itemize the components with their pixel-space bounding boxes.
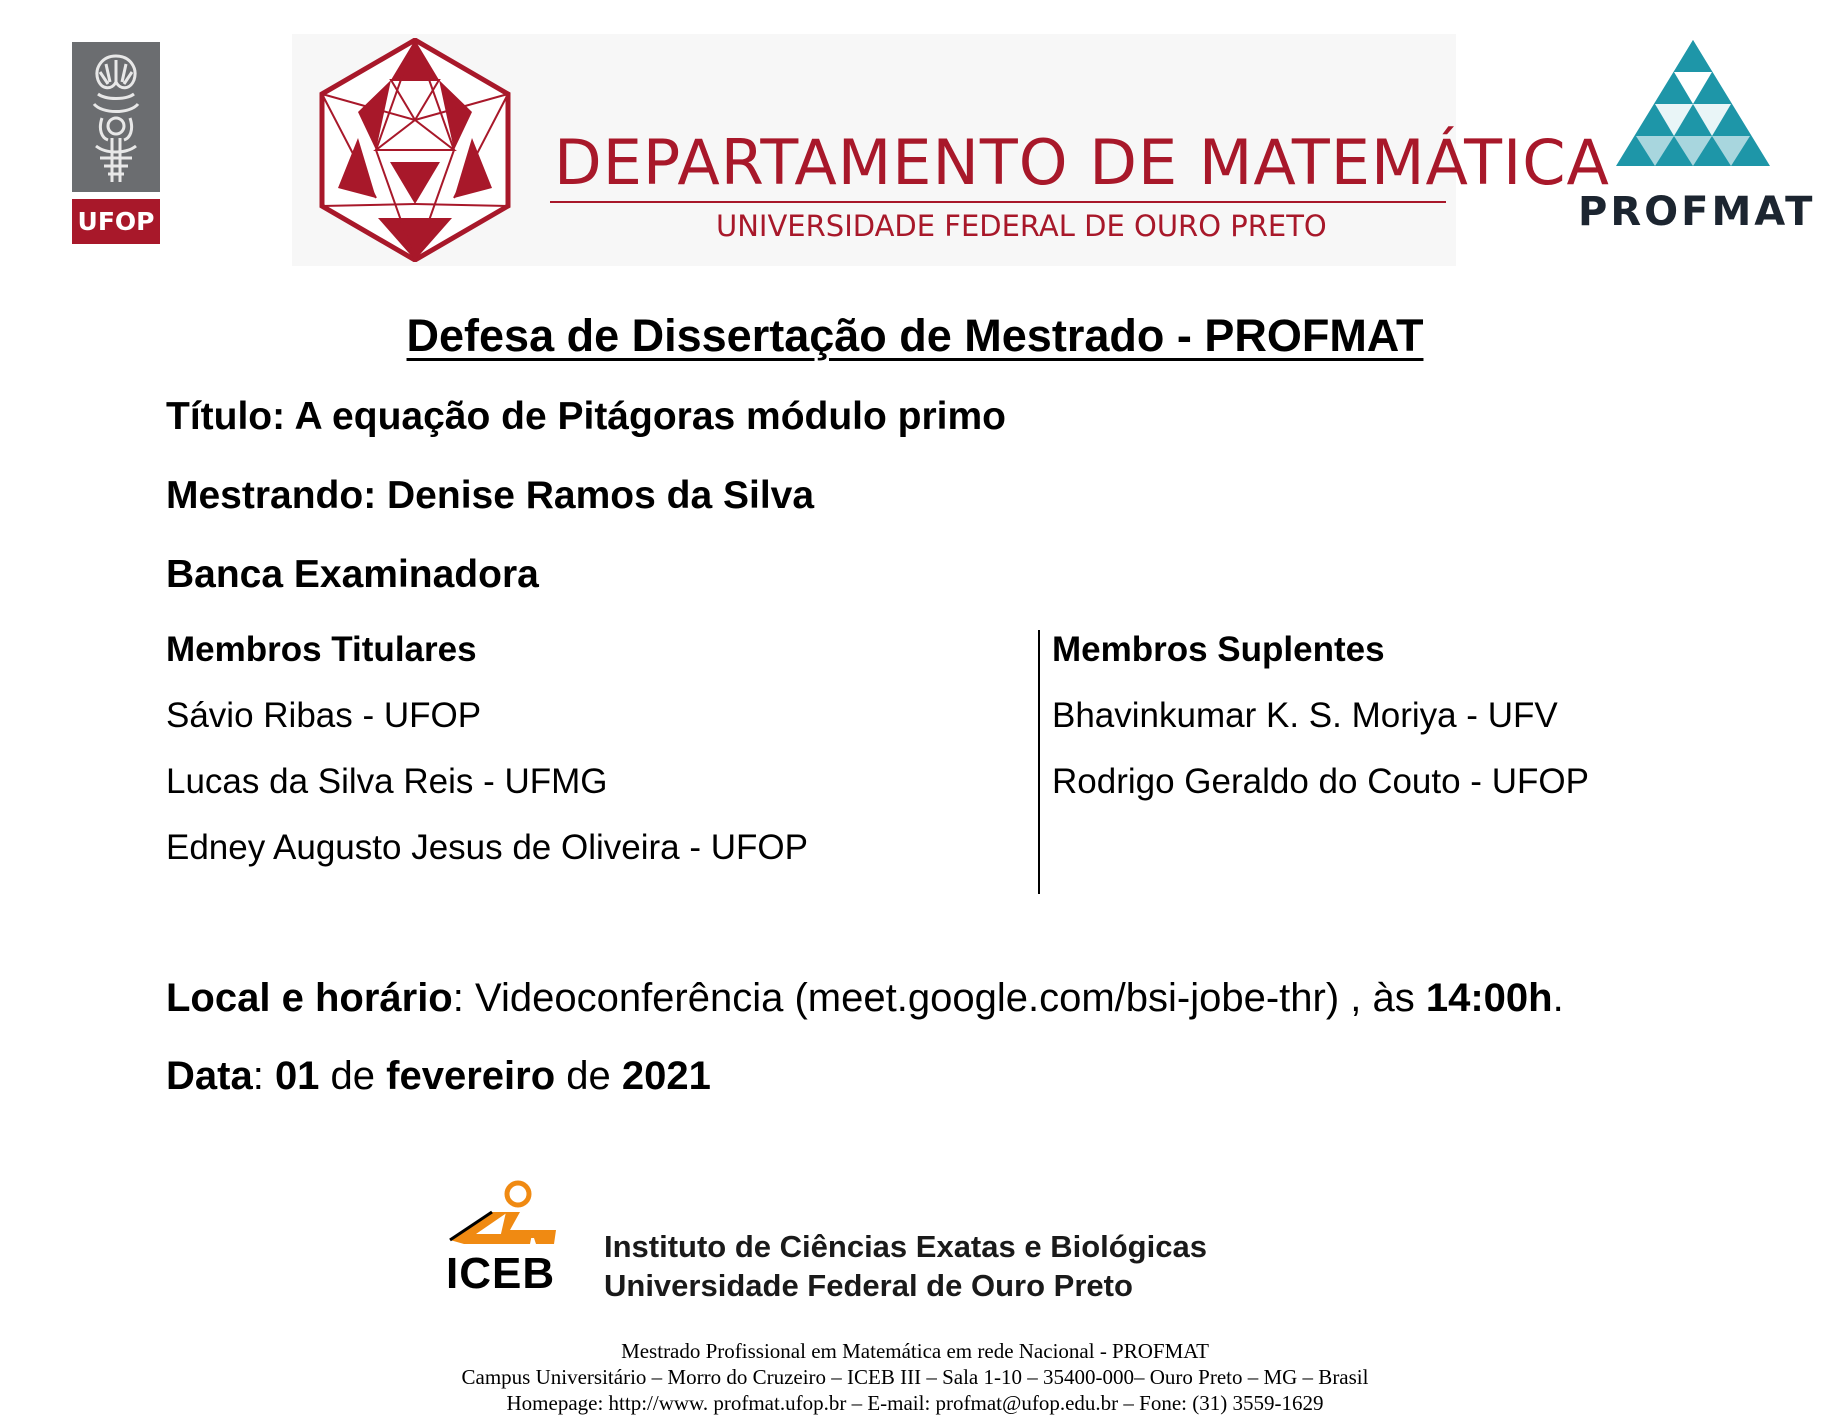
page-title [0,310,1830,362]
titular-member: Sávio Ribas - UFOP [166,696,482,735]
footer-address: Campus Universitário – Morro do Cruzeiro – ICEB III – Sala 1-10 – 35400-000– Ouro Preto – MG – Brasil [461,1365,1369,1389]
location-end: . [1552,976,1564,1020]
column-divider [1038,630,1040,894]
substitute-members-list [1052,696,1589,828]
student-name: Mestrando: Denise Ramos da Silva [166,474,815,517]
department-banner [292,34,1610,266]
location-text: Videoconferência (meet.google.com/bsi-jobe-thr) , às [463,976,1426,1020]
titular-member: Lucas da Silva Reis - UFMG [166,762,608,801]
footer-program: Mestrado Profissional em Matemática em rede Nacional - PROFMAT [621,1339,1209,1363]
profmat-symbol-icon [1578,40,1808,170]
location-separator: : [452,976,464,1020]
date-de: de [555,1054,622,1098]
date-separator: : [252,1054,275,1098]
location-label: Local e horário [166,976,453,1020]
titular-members-header: Membros Titulares [166,630,477,669]
icosahedron-emblem-icon [318,38,512,262]
footer [0,1338,1830,1416]
committee-heading: Banca Examinadora [166,553,539,596]
location-time-value: 14:00h [1425,976,1553,1020]
date-day: 01 [274,1054,320,1098]
page-title-text: Defesa de Dissertação de Mestrado - PROFMAT [406,310,1424,361]
substitute-member: Rodrigo Geraldo do Couto - UFOP [1052,762,1589,801]
substitute-members-header: Membros Suplentes [1052,630,1385,669]
date-de: de [319,1054,387,1098]
substitute-member: Bhavinkumar K. S. Moriya - UFV [1052,696,1558,735]
footer-contact: Homepage: http://www. profmat.ufop.br – E-mail: profmat@ufop.edu.br – Fone: (31) 3559-1629 [506,1391,1324,1415]
iceb-institution [604,1228,1207,1306]
titular-members-list [166,696,808,894]
date-month: fevereiro [386,1054,556,1098]
ufop-logo [72,42,160,244]
iceb-logo-text: ICEB [446,1249,556,1298]
location-time [166,975,1564,1021]
iceb-institute-name: Instituto de Ciências Exatas e Biológicas [604,1229,1207,1264]
department-university: UNIVERSIDADE FEDERAL DE OURO PRETO [716,209,1327,243]
ufop-logo-text: UFOP [77,207,155,236]
department-name: DEPARTAMENTO DE MATEMÁTICA [554,126,1610,199]
defense-date [166,1053,711,1099]
date-year: 2021 [621,1054,711,1098]
profmat-logo-text: PROFMAT [1578,189,1816,235]
date-label: Data [166,1054,253,1098]
iceb-university-name: Universidade Federal de Ouro Preto [604,1267,1133,1303]
dissertation-title: Título: A equação de Pitágoras módulo primo [166,395,1007,438]
department-rule [550,201,1446,203]
titular-member: Edney Augusto Jesus de Oliveira - UFOP [166,828,808,867]
